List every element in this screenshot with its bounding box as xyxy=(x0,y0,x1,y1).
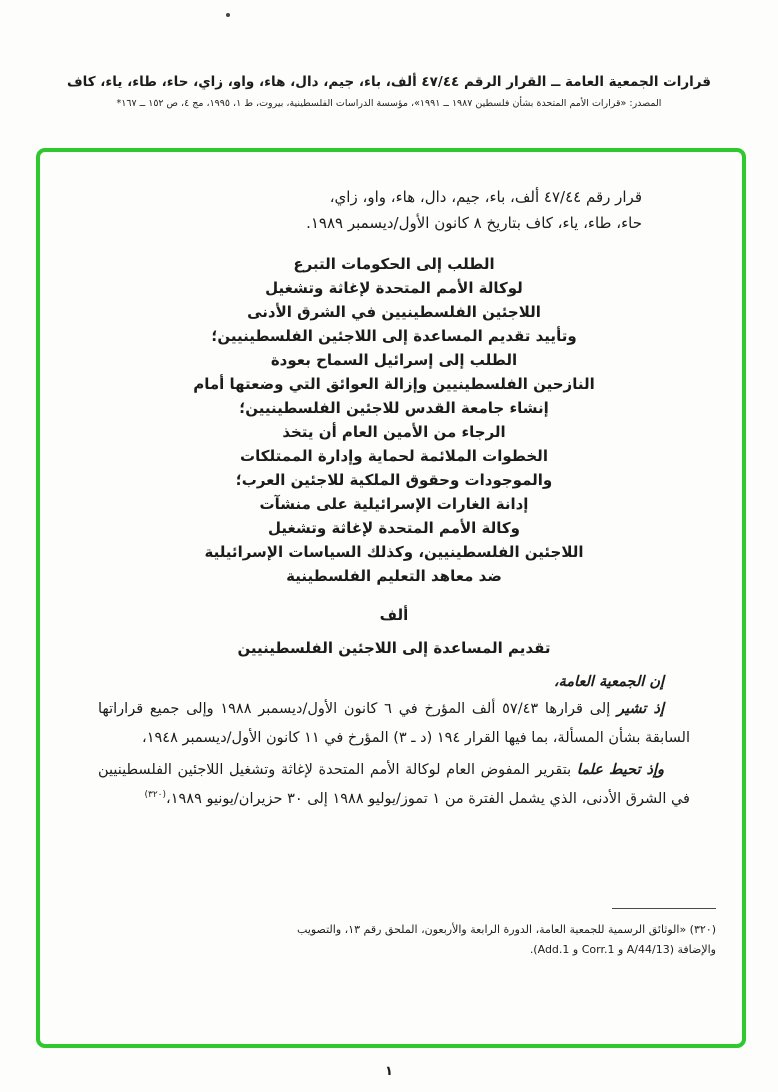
resolution-heading-line: الطلب إلى الحكومات التبرع xyxy=(293,255,495,273)
scan-speck xyxy=(226,13,230,17)
resolution-heading-line: وكالة الأمم المتحدة لإغاثة وتشغيل xyxy=(268,519,520,537)
resolution-intro xyxy=(98,184,642,236)
section-letter: ألف xyxy=(379,606,409,624)
paragraph-lead: وإذ تحيط علما xyxy=(576,761,664,778)
section-title: تقديم المساعدة إلى اللاجئين الفلسطينيين xyxy=(237,639,551,657)
opening-line: إن الجمعية العامة، xyxy=(553,674,664,690)
paragraph xyxy=(98,697,690,751)
document-title: قرارات الجمعية العامة ــ القرار الرقم ٤٧/٤٤ ألف، باء، جيم، دال، هاء، واو، زاي، حاء، طاء، ياء، كاف xyxy=(66,74,712,90)
resolution-heading-line: وتأييد تقديم المساعدة إلى اللاجئين الفلسطينيين؛ xyxy=(211,327,577,345)
resolution-intro-line-1: قرار رقم ٤٧/٤٤ ألف، باء، جيم، دال، هاء، واو، زاي، xyxy=(329,188,642,206)
paragraph-text: بتقرير المفوض العام لوكالة الأمم المتحدة لإغاثة وتشغيل اللاجئين الفلسطينيين في الشرق الأدنى، الذي يشمل الفترة من ١ تموز/يوليو ١٩٨٨ إلى ٣٠ حزيران/يونيو ١٩٨٩، xyxy=(98,761,690,807)
resolution-heading-line: والموجودات وحقوق الملكية للاجئين العرب؛ xyxy=(235,471,553,489)
resolution-heading-line: الرجاء من الأمين العام أن يتخذ xyxy=(282,423,506,441)
paragraph-lead: إذ تشير xyxy=(616,701,665,717)
paragraph-text: إلى قرارها ٥٧/٤٣ ألف المؤرخ في ٦ كانون الأول/ديسمبر ١٩٨٨ وإلى جميع قراراتها السابقة بشأن المسألة، بما فيها القرار ١٩٤ (د ـ ٣) المؤرخ في ١١ كانون الأول/ديسمبر ١٩٤٨، xyxy=(98,701,690,746)
resolution-heading-line: اللاجئين الفلسطينيين في الشرق الأدنى xyxy=(247,303,541,321)
resolution-heading-line: إدانة الغارات الإسرائيلية على منشآت xyxy=(259,495,529,513)
resolution-heading-line: الخطوات الملائمة لحماية وإدارة الممتلكات xyxy=(240,447,548,465)
resolution-body xyxy=(40,152,742,1044)
resolution-heading-block xyxy=(98,252,690,588)
footnote-reference: (٣٢٠) xyxy=(144,789,167,800)
resolution-intro-line-2: حاء، طاء، ياء، كاف بتاريخ ٨ كانون الأول/ديسمبر ١٩٨٩. xyxy=(306,214,642,232)
resolution-heading-line: الطلب إلى إسرائيل السماح بعودة xyxy=(270,351,518,369)
resolution-heading-line: لوكالة الأمم المتحدة لإغاثة وتشغيل xyxy=(265,279,523,297)
green-border-box xyxy=(36,148,746,1048)
resolution-heading-line: اللاجئين الفلسطينيين، وكذلك السياسات الإسرائيلية xyxy=(204,543,584,561)
resolution-heading-line: ضد معاهد التعليم الفلسطينية xyxy=(286,567,502,585)
resolution-heading-line: النازحين الفلسطينيين وإزالة العوائق التي وضعتها أمام xyxy=(193,375,595,393)
page-number: ١ xyxy=(385,1064,393,1079)
paragraph xyxy=(98,758,690,812)
resolution-heading-line: إنشاء جامعة القدس للاجئين الفلسطينيين؛ xyxy=(239,399,549,417)
document-header xyxy=(0,74,778,109)
footnote-text: (٣٢٠) «الوثائق الرسمية للجمعية العامة، الدورة الرابعة والأربعون، الملحق رقم ١٣، والتصويب والإضافة (A/44/13 و Corr.1 و Add.1). xyxy=(297,923,716,956)
document-source-line: المصدر: «قرارات الأمم المتحدة بشأن فلسطين ١٩٨٧ ــ ١٩٩١»، مؤسسة الدراسات الفلسطينية، بيروت، ط ١، ١٩٩٥، مج ٤، ص ١٥٢ ــ ١٦٧* xyxy=(116,98,662,109)
footnote-separator xyxy=(612,908,716,909)
